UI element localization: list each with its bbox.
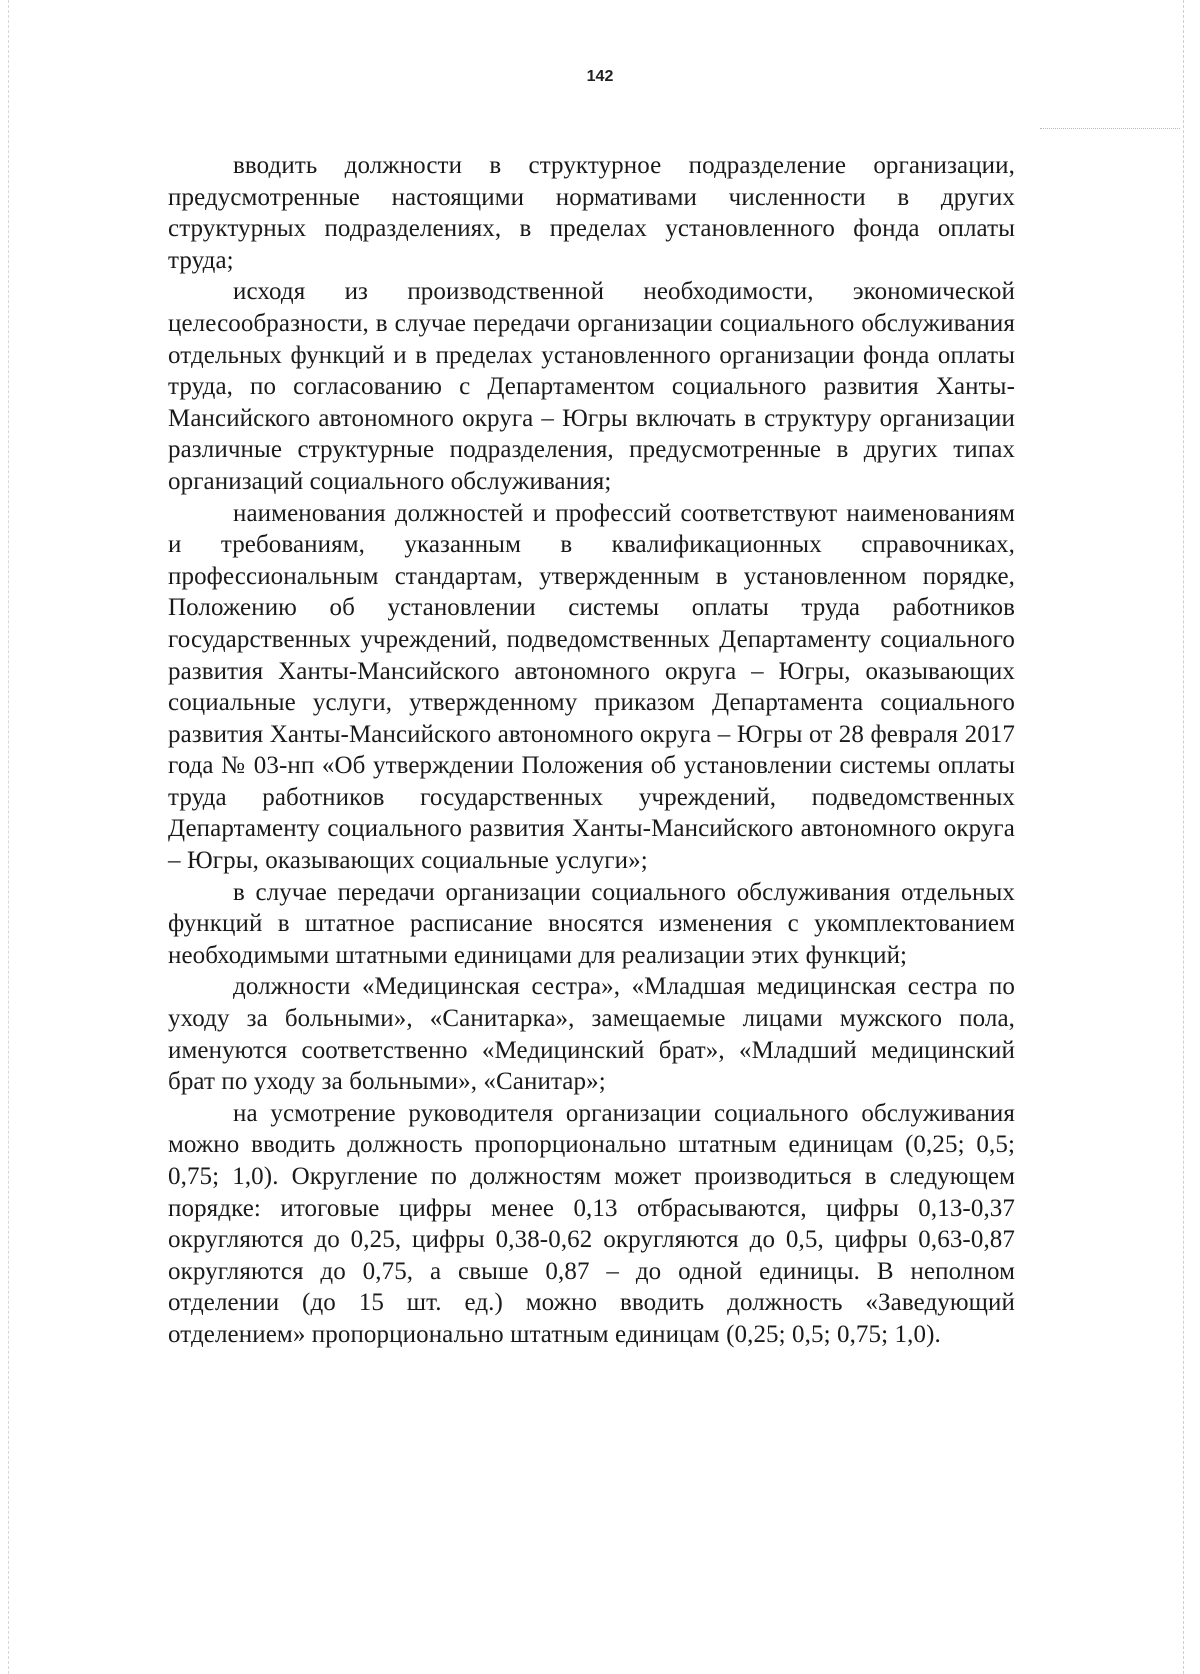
- paragraph-2: исходя из производственной необходимости, экономической целесообразности, в случае передачи организации социального обслуживания отдельных функций и в пределах установленного организации фонда оплаты труда, по согласованию с Департаментом социального развития Ханты-Мансийского автономного округа – Югры включать в структуру организации различные структурные подразделения, предусмотренные в других типах организаций социального обслуживания;: [168, 278, 1015, 495]
- paragraph-6: на усмотрение руководителя организации социального обслуживания можно вводить должность пропорционально штатным единицам (0,25; 0,5; 0,75; 1,0). Округление по должностям может производиться в следующем порядке: итоговые цифры менее 0,13 отбрасываются, цифры 0,13-0,37 округляются до 0,25, цифры 0,38-0,62 округляются до 0,5, цифры 0,63-0,87 округляются до 0,75, а свыше 0,87 – до одной единицы. В неполном отделении (до 15 шт. ед.) можно вводить должность «Заведующий отделением» пропорционально штатным единицам (0,25; 0,5; 0,75; 1,0).: [168, 1099, 1015, 1348]
- scan-edge-left: [8, 0, 9, 1674]
- paragraph-1: вводить должности в структурное подразделение организации, предусмотренные настоящими нормативами численности в других структурных подразделениях, в пределах установленного фонда оплаты труда;: [168, 152, 1015, 274]
- page-number: 142: [586, 68, 614, 85]
- scan-speckle: [1040, 128, 1180, 129]
- paragraph-4: в случае передачи организации социального обслуживания отдельных функций в штатное расписание вносятся изменения с укомплектованием необходимыми штатными единицами для реализации этих функций;: [168, 878, 1015, 969]
- scan-edge-right: [1183, 0, 1184, 1674]
- document-body: [168, 150, 1015, 1351]
- paragraph-3: наименования должностей и профессий соответствуют наименованиям и требованиям, указанным в квалификационных справочниках, профессиональным стандартам, утвержденным в установленном порядке, Положению об установлении системы оплаты труда работников государственных учреждений, подведомственных Департаменту социального развития Ханты-Мансийского автономного округа – Югры, оказывающих социальные услуги, утвержденному приказом Департамента социального развития Ханты-Мансийского автономного округа – Югры от 28 февраля 2017 года № 03-нп «Об утверждении Положения об установлении системы оплаты труда работников государственных учреждений, подведомственных Департаменту социального развития Ханты-Мансийского автономного округа – Югры, оказывающих социальные услуги»;: [168, 499, 1015, 875]
- paragraph-5: должности «Медицинская сестра», «Младшая медицинская сестра по уходу за больными», «Санитарка», замещаемые лицами мужского пола, именуются соответственно «Медицинский брат», «Младший медицинский брат по уходу за больными», «Санитар»;: [168, 973, 1015, 1096]
